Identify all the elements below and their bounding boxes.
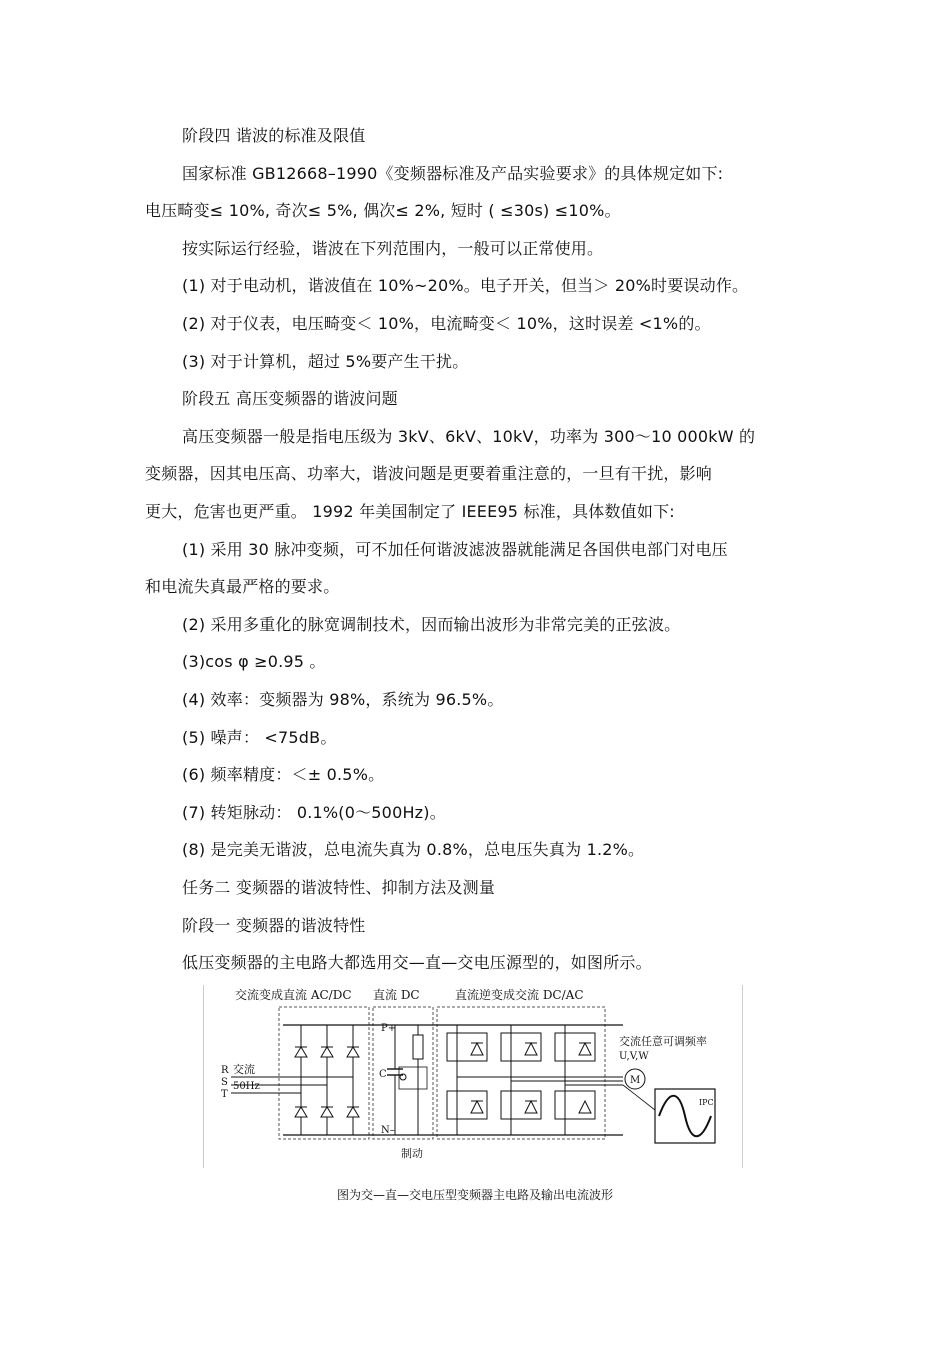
text-line: (5) 噪声： <75dB。 — [182, 728, 337, 747]
label-r: R — [221, 1065, 229, 1076]
text-line: (6) 频率精度：＜± 0.5%。 — [182, 765, 385, 784]
text-line: (2) 对于仪表，电压畸变＜ 10%，电流畸变＜ 10%，这时误差 <1%的。 — [182, 314, 711, 333]
text-line: (8) 是完美无谐波，总电流失真为 0.8%，总电压失真为 1.2%。 — [182, 840, 645, 859]
text-line: 更大，危害也更严重。 1992 年美国制定了 IEEE95 标准，具体数值如下: — [145, 502, 675, 521]
label-motor: M — [630, 1075, 641, 1086]
text-line: 电压畸变≤ 10%, 奇次≤ 5%, 偶次≤ 2%, 短时 ( ≤30s) ≤10%。 — [145, 201, 621, 220]
text-line: (7) 转矩脉动： 0.1%(0～500Hz)。 — [182, 803, 446, 822]
text-line: (1) 采用 30 脉冲变频，可不加任何谐波滤波器就能满足各国供电部门对电压 — [182, 540, 728, 559]
label-t: T — [221, 1089, 228, 1100]
text-line: 高压变频器一般是指电压级为 3kV、6kV、10kV，功率为 300～10 000kW 的 — [182, 427, 756, 446]
label-c: C — [379, 1069, 387, 1080]
text-line: 阶段五 高压变频器的谐波问题 — [182, 389, 398, 408]
text-line: (4) 效率：变频器为 98%，系统为 96.5%。 — [182, 690, 504, 709]
text-line: 任务二 变频器的谐波特性、抑制方法及测量 — [182, 878, 496, 897]
label-uvw: U,V,W — [619, 1051, 649, 1062]
text-line: 按实际运行经验，谐波在下列范围内，一般可以正常使用。 — [182, 239, 604, 258]
text-line: (3) 对于计算机，超过 5%要产生干扰。 — [182, 352, 469, 371]
text-line: 国家标准 GB12668–1990《变频器标准及产品实验要求》的具体规定如下: — [182, 164, 724, 183]
label-n: N– — [381, 1125, 395, 1136]
label-ipc: IPC — [699, 1098, 714, 1107]
text-line: 阶段一 变频器的谐波特性 — [182, 916, 366, 935]
figure-caption: 图为交—直—交电压型变频器主电路及输出电流波形 — [336, 1188, 613, 1202]
label-dc: 直流 DC — [373, 988, 420, 1002]
label-p: P+ — [381, 1023, 397, 1034]
text-line: (1) 对于电动机，谐波值在 10%~20%。电子开关，但当＞ 20%时要误动作。 — [182, 276, 749, 295]
text-line: 阶段四 谐波的标准及限值 — [182, 126, 366, 145]
text-line: (2) 采用多重化的脉宽调制技术，因而输出波形为非常完美的正弦波。 — [182, 615, 681, 634]
label-input: 交流 — [233, 1063, 255, 1076]
text-line: 变频器，因其电压高、功率大，谐波问题是更要着重注意的，一旦有干扰，影响 — [145, 464, 713, 483]
label-output: 交流任意可调频率 — [619, 1035, 707, 1048]
text-line: (3)cos φ ≥0.95 。 — [182, 652, 326, 671]
inverter-circuit-diagram — [203, 985, 743, 1168]
label-brake: 制动 — [401, 1147, 423, 1160]
text-line: 低压变频器的主电路大都选用交—直—交电压源型的，如图所示。 — [182, 953, 652, 972]
label-s: S — [221, 1077, 228, 1088]
label-dcac: 直流逆变成交流 DC/AC — [455, 988, 584, 1002]
label-freq: 50Hz — [233, 1081, 260, 1092]
circuit-figure — [203, 985, 743, 1168]
text-line: 和电流失真最严格的要求。 — [145, 577, 340, 596]
label-acdc: 交流变成直流 AC/DC — [235, 988, 352, 1002]
